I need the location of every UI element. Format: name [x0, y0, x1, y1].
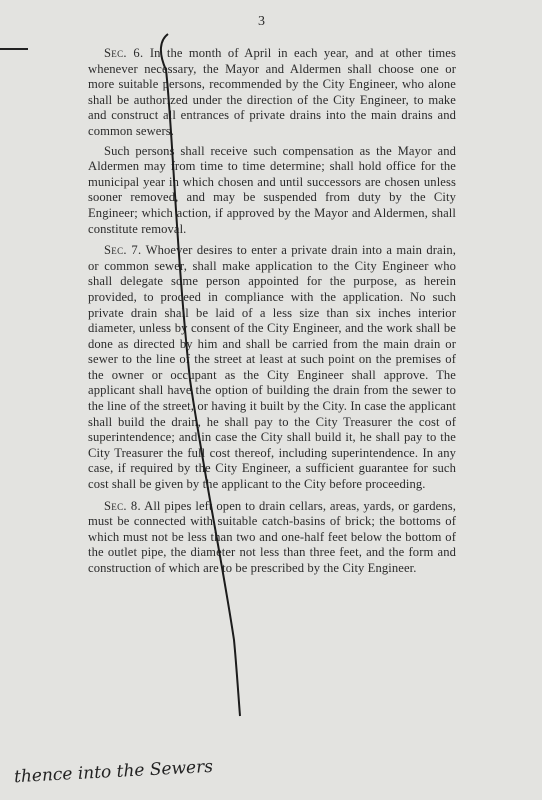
- section-text: All pipes left open to drain cellars, areas, yards, or gardens, must be connected with suitable catch-basins of brick; the bottoms of which must not be less than two and one-half feet below the bottom of the outlet pipe, the diameter not less than three feet, and the form and construction of which are to be prescribed by the City Engineer.: [88, 498, 456, 575]
- section-label: Sec. 7.: [104, 243, 142, 258]
- section-text: Such persons shall receive such compensation as the Mayor and Aldermen may from time to time determine; shall hold office for the municipal year in which chosen and until successors are chosen unless sooner removed, and may be suspended from duty by the City Engineer; which action, if approved by the Mayor and Aldermen, shall constitute removal.: [88, 143, 456, 236]
- margin-mark: [0, 48, 28, 50]
- page-number: 3: [258, 14, 265, 29]
- section-text: Whoever desires to enter a private drain into a main drain, or common sewer, shall make application to the City Engineer who shall delegate some person appointed for the purpose, as herein provided, to proceed in compliance with the application. No such private drain shall be laid of a less size than six inches interior diameter, unless by consent of the City Engineer, and the work shall be done as directed by him and shall be carried from the main drain or sewer to the line of the street at least at such point on the premises of the owner or occupant as the City Engineer shall approve. The applicant shall have the option of building the drain from the sewer to the line of the street, or having it built by the City. In case the applicant shall build the drain, he shall pay to the City Treasurer the cost of superintendence; and in case the City shall build it, he shall pay to the City Treasurer the full cost thereof, including superintendence. In any case, if required by the City Engineer, a sufficient guarantee for such cost shall be given by the applicant to the City before proceeding.: [88, 243, 456, 492]
- section-8-paragraph: [88, 499, 456, 577]
- section-label: Sec. 8.: [104, 498, 141, 513]
- handwritten-annotation: thence into the Sewers: [13, 756, 214, 788]
- section-7-paragraph: [88, 243, 456, 493]
- section-6-paragraph: [88, 46, 456, 140]
- section-text: In the month of April in each year, and at other times whenever necessary, the Mayor and Aldermen shall choose one or more suitable persons, recommended by the City Engineer, who alone shall be authorized under the direction of the City Engineer, to make and construct all entrances of private drains into the main drains and common sewers.: [88, 46, 456, 138]
- section-label: Sec. 6.: [104, 46, 144, 60]
- section-6-continuation-paragraph: [88, 144, 456, 238]
- ordinance-text: [88, 40, 456, 581]
